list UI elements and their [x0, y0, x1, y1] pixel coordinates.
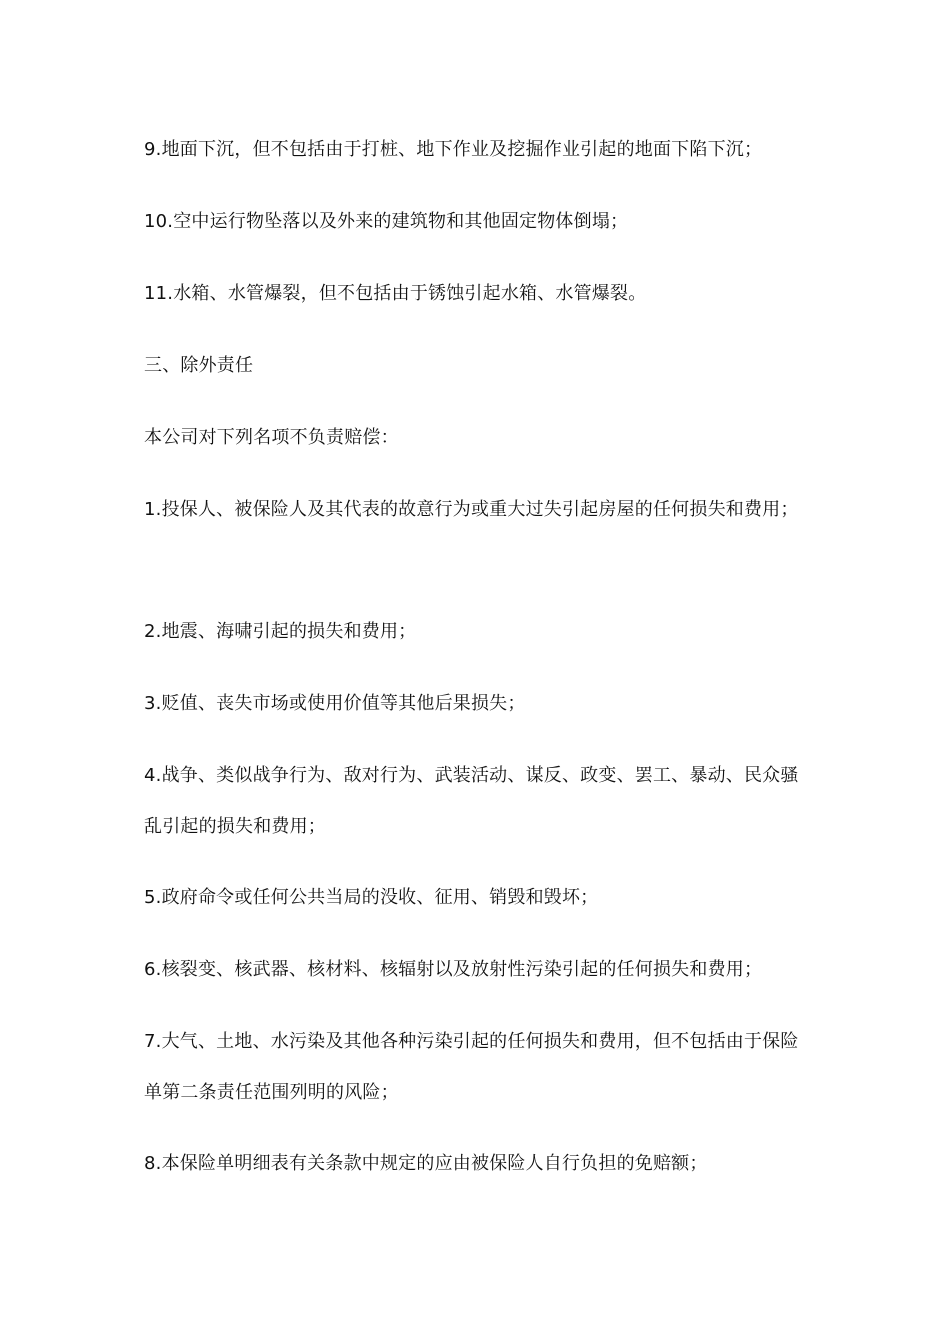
- exclusion-4-war-riot: 4.战争、类似战争行为、敌对行为、武装活动、谋反、政变、罢工、暴动、民众骚乱引起的损失和费用；: [144, 765, 799, 837]
- exclusion-7-pollution: 7.大气、土地、水污染及其他各种污染引起的任何损失和费用，但不包括由于保险单第二条责任范围列明的风险；: [144, 1031, 799, 1103]
- exclusion-6-nuclear: 6.核裂变、核武器、核材料、核辐射以及放射性污染引起的任何损失和费用；: [144, 959, 763, 980]
- clause-11-water-tank-burst: 11.水箱、水管爆裂，但不包括由于锈蚀引起水箱、水管爆裂。: [144, 283, 647, 304]
- exclusion-1-intentional-acts: 1.投保人、被保险人及其代表的故意行为或重大过失引起房屋的任何损失和费用；: [144, 499, 799, 520]
- exclusion-3-depreciation: 3.贬值、丧失市场或使用价值等其他后果损失；: [144, 693, 526, 714]
- clause-10-falling-objects: 10.空中运行物坠落以及外来的建筑物和其他固定物体倒塌；: [144, 211, 629, 232]
- exclusion-8-deductible: 8.本保险单明细表有关条款中规定的应由被保险人自行负担的免赔额；: [144, 1153, 708, 1174]
- exclusion-2-earthquake-tsunami: 2.地震、海啸引起的损失和费用；: [144, 621, 417, 642]
- section-heading-exclusions: 三、除外责任: [144, 355, 254, 376]
- clause-9-ground-subsidence: 9.地面下沉，但不包括由于打桩、地下作业及挖掘作业引起的地面下陷下沉；: [144, 139, 763, 160]
- exclusions-intro: 本公司对下列名项不负责赔偿：: [144, 427, 399, 448]
- exclusion-5-government-seizure: 5.政府命令或任何公共当局的没收、征用、销毁和毁坏；: [144, 887, 599, 908]
